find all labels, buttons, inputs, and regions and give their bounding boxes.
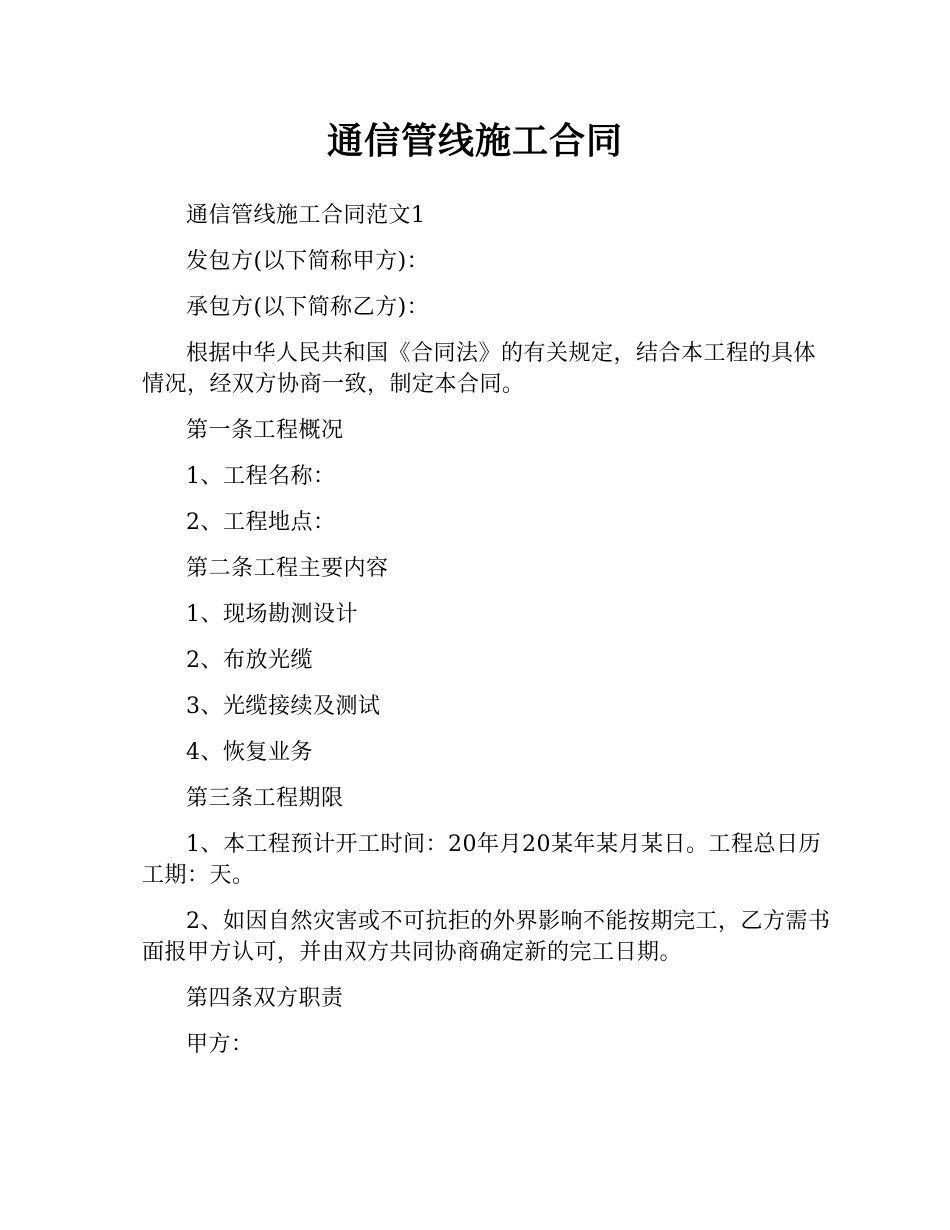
document-title: 通信管线施工合同	[326, 121, 623, 162]
article-3-heading: 第三条工程期限	[186, 786, 344, 811]
article-2-item-2: 2、布放光缆	[186, 648, 313, 673]
article-2-heading: 第二条工程主要内容	[186, 556, 389, 581]
article-3-item-2: 2、如因自然灾害或不可抗拒的外界影响不能按期完工，乙方需书面报甲方认可，并由双方共同协商确定新的完工日期。	[142, 909, 831, 965]
article-2-item-1: 1、现场勘测设计	[186, 602, 358, 627]
paragraph-sample-heading: 通信管线施工合同范文1	[186, 203, 426, 228]
document-body	[142, 200, 832, 1075]
article-1-heading: 第一条工程概况	[186, 418, 344, 443]
paragraph-party-a: 发包方(以下简称甲方)：	[186, 249, 430, 274]
article-4-party-a: 甲方：	[186, 1032, 254, 1057]
article-1-item-2: 2、工程地点：	[186, 510, 336, 535]
article-3-item-1: 1、本工程预计开工时间：20年月20某年某月某日。工程总日历工期：天。	[142, 832, 821, 888]
article-4-heading: 第四条双方职责	[186, 986, 344, 1011]
article-2-item-3: 3、光缆接续及测试	[186, 694, 381, 719]
article-2-item-4: 4、恢复业务	[186, 740, 313, 765]
article-1-item-1: 1、工程名称：	[186, 464, 336, 489]
paragraph-preamble: 根据中华人民共和国《合同法》的有关规定，结合本工程的具体情况，经双方协商一致，制定本合同。	[142, 341, 817, 397]
paragraph-party-b: 承包方(以下简称乙方)：	[186, 295, 430, 320]
